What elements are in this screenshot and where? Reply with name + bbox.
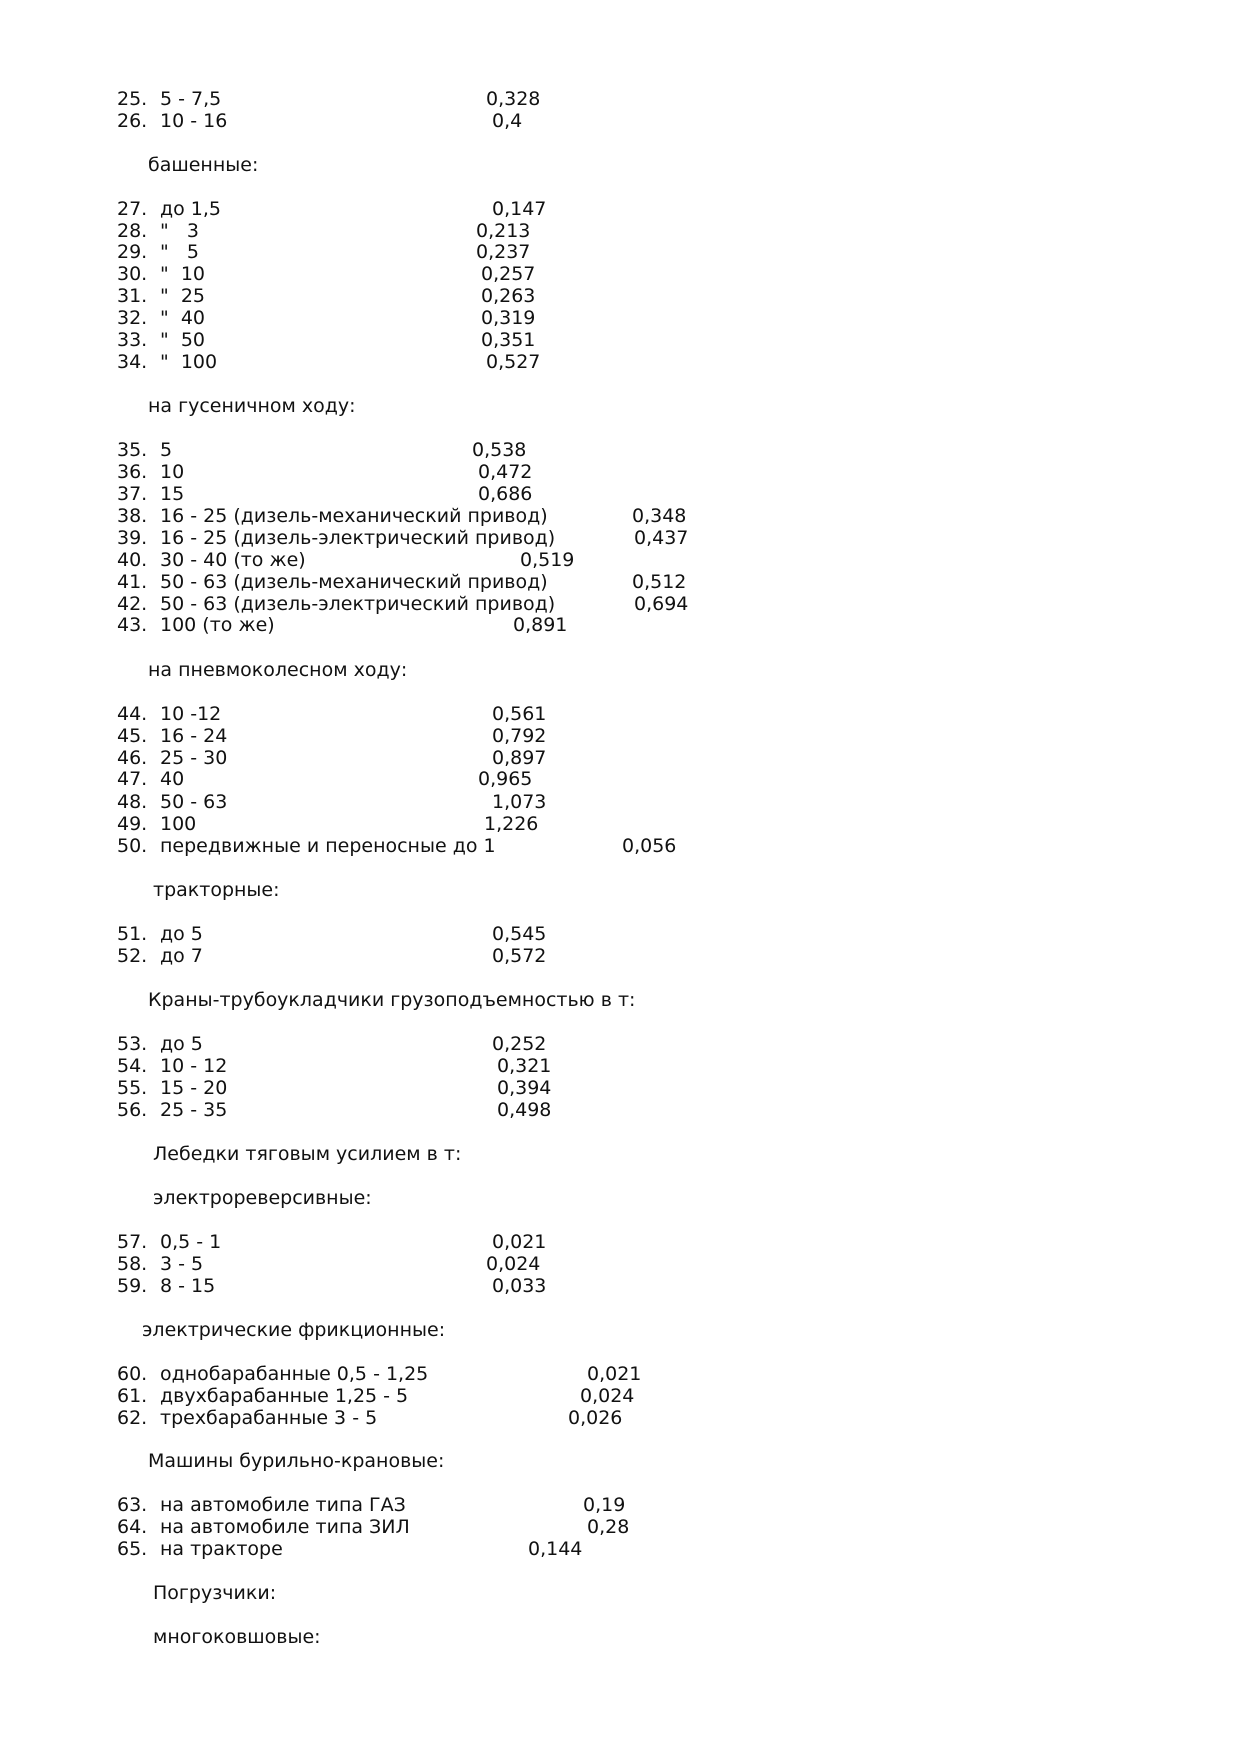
item-value: 0,319 [481, 307, 536, 329]
item-description: 10 - 12 [160, 1055, 228, 1077]
section-heading: на гусеничном ходу: [148, 395, 356, 417]
item-description: 0,5 - 1 [160, 1231, 222, 1253]
section-heading: Машины бурильно-крановые: [148, 1450, 445, 1472]
item-description: на автомобиле типа ЗИЛ [160, 1516, 410, 1538]
item-value: 0,572 [492, 945, 547, 967]
item-description: на автомобиле типа ГАЗ [160, 1494, 406, 1516]
item-number: 44. [117, 703, 148, 725]
item-value: 0,519 [520, 549, 575, 571]
item-value: 0,321 [497, 1055, 552, 1077]
item-description: 16 - 25 (дизель-электрический привод) [160, 527, 556, 549]
item-number: 26. [117, 110, 148, 132]
item-description: однобарабанные 0,5 - 1,25 [160, 1363, 429, 1385]
item-value: 0,545 [492, 923, 547, 945]
item-description: 25 - 30 [160, 747, 228, 769]
item-number: 55. [117, 1077, 148, 1099]
item-number: 37. [117, 483, 148, 505]
item-value: 0,965 [478, 768, 533, 790]
item-number: 32. [117, 307, 148, 329]
item-number: 30. [117, 263, 148, 285]
item-number: 43. [117, 614, 148, 636]
item-description: 10 - 16 [160, 110, 228, 132]
item-number: 39. [117, 527, 148, 549]
item-value: 0,021 [492, 1231, 547, 1253]
item-number: 58. [117, 1253, 148, 1275]
item-number: 33. [117, 329, 148, 351]
item-description: 8 - 15 [160, 1275, 216, 1297]
item-number: 35. [117, 439, 148, 461]
item-number: 52. [117, 945, 148, 967]
item-number: 38. [117, 505, 148, 527]
item-value: 0,891 [513, 614, 568, 636]
item-value: 0,394 [497, 1077, 552, 1099]
item-number: 36. [117, 461, 148, 483]
item-description: двухбарабанные 1,25 - 5 [160, 1385, 409, 1407]
section-heading: на пневмоколесном ходу: [148, 659, 408, 681]
item-description: трехбарабанные 3 - 5 [160, 1407, 378, 1429]
item-number: 50. [117, 835, 148, 857]
item-number: 51. [117, 923, 148, 945]
item-description: 3 - 5 [160, 1253, 204, 1275]
item-value: 0,561 [492, 703, 547, 725]
item-description: " 40 [160, 307, 205, 329]
section-heading: Погрузчики: [153, 1582, 277, 1604]
item-value: 0,694 [634, 593, 689, 615]
item-description: " 10 [160, 263, 205, 285]
item-number: 64. [117, 1516, 148, 1538]
item-number: 57. [117, 1231, 148, 1253]
section-heading: Краны-трубоукладчики грузоподъемностью в т: [148, 989, 636, 1011]
item-description: 40 [160, 768, 185, 790]
item-value: 0,056 [622, 835, 677, 857]
item-description: до 1,5 [160, 198, 222, 220]
item-description: 5 - 7,5 [160, 88, 222, 110]
item-number: 65. [117, 1538, 148, 1560]
item-description: 10 -12 [160, 703, 222, 725]
section-heading: тракторные: [153, 879, 280, 901]
item-value: 0,144 [528, 1538, 583, 1560]
item-value: 0,4 [492, 110, 523, 132]
item-description: 16 - 25 (дизель-механический привод) [160, 505, 548, 527]
item-description: " 5 [160, 241, 199, 263]
item-description: передвижные и переносные до 1 [160, 835, 496, 857]
item-value: 0,033 [492, 1275, 547, 1297]
item-number: 27. [117, 198, 148, 220]
item-value: 0,351 [481, 329, 536, 351]
item-description: 10 [160, 461, 185, 483]
item-value: 0,472 [478, 461, 533, 483]
section-heading: электрореверсивные: [153, 1187, 372, 1209]
item-description: 25 - 35 [160, 1099, 228, 1121]
item-value: 0,538 [472, 439, 527, 461]
item-description: 50 - 63 (дизель-механический привод) [160, 571, 548, 593]
item-number: 28. [117, 220, 148, 242]
section-heading: многоковшовые: [153, 1626, 321, 1648]
item-description: 50 - 63 (дизель-электрический привод) [160, 593, 556, 615]
item-value: 0,026 [568, 1407, 623, 1429]
item-value: 0,021 [587, 1363, 642, 1385]
item-description: " 25 [160, 285, 205, 307]
item-description: до 5 [160, 923, 203, 945]
item-number: 54. [117, 1055, 148, 1077]
item-number: 48. [117, 791, 148, 813]
item-value: 0,257 [481, 263, 536, 285]
item-value: 1,073 [492, 791, 547, 813]
item-description: 5 [160, 439, 173, 461]
item-number: 34. [117, 351, 148, 373]
item-number: 61. [117, 1385, 148, 1407]
item-value: 0,252 [492, 1033, 547, 1055]
item-description: " 50 [160, 329, 205, 351]
item-number: 45. [117, 725, 148, 747]
section-heading: башенные: [148, 154, 259, 176]
item-description: до 5 [160, 1033, 203, 1055]
item-number: 46. [117, 747, 148, 769]
section-heading: Лебедки тяговым усилием в т: [153, 1143, 462, 1165]
item-value: 0,263 [481, 285, 536, 307]
item-description: 30 - 40 (то же) [160, 549, 306, 571]
item-number: 62. [117, 1407, 148, 1429]
item-value: 0,28 [587, 1516, 630, 1538]
item-value: 0,237 [476, 241, 531, 263]
item-number: 31. [117, 285, 148, 307]
item-description: до 7 [160, 945, 203, 967]
item-number: 59. [117, 1275, 148, 1297]
item-number: 60. [117, 1363, 148, 1385]
item-number: 56. [117, 1099, 148, 1121]
item-value: 0,437 [634, 527, 689, 549]
item-value: 0,147 [492, 198, 547, 220]
item-description: 100 (то же) [160, 614, 275, 636]
item-value: 0,024 [486, 1253, 541, 1275]
item-value: 0,527 [486, 351, 541, 373]
section-heading: электрические фрикционные: [142, 1319, 446, 1341]
item-number: 53. [117, 1033, 148, 1055]
item-description: 15 [160, 483, 185, 505]
item-value: 0,024 [580, 1385, 635, 1407]
item-number: 41. [117, 571, 148, 593]
item-value: 1,226 [484, 813, 539, 835]
item-number: 40. [117, 549, 148, 571]
item-value: 0,897 [492, 747, 547, 769]
item-value: 0,792 [492, 725, 547, 747]
item-description: 100 [160, 813, 197, 835]
item-description: 15 - 20 [160, 1077, 228, 1099]
item-number: 47. [117, 768, 148, 790]
item-value: 0,512 [632, 571, 687, 593]
item-number: 49. [117, 813, 148, 835]
item-value: 0,19 [583, 1494, 626, 1516]
item-number: 29. [117, 241, 148, 263]
item-description: 16 - 24 [160, 725, 228, 747]
item-value: 0,686 [478, 483, 533, 505]
item-number: 25. [117, 88, 148, 110]
item-description: " 3 [160, 220, 199, 242]
item-number: 42. [117, 593, 148, 615]
item-description: 50 - 63 [160, 791, 228, 813]
item-number: 63. [117, 1494, 148, 1516]
item-value: 0,213 [476, 220, 531, 242]
item-value: 0,348 [632, 505, 687, 527]
item-value: 0,498 [497, 1099, 552, 1121]
item-description: на тракторе [160, 1538, 283, 1560]
item-value: 0,328 [486, 88, 541, 110]
item-description: " 100 [160, 351, 218, 373]
